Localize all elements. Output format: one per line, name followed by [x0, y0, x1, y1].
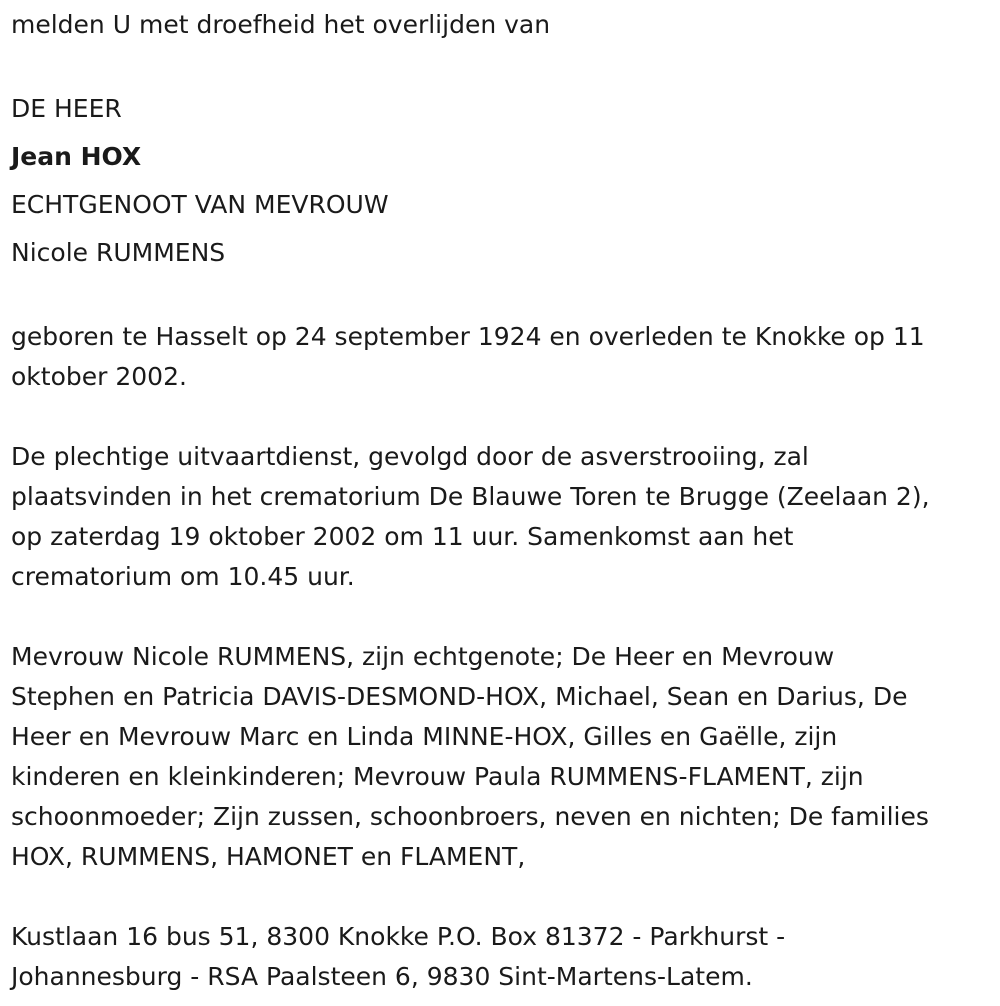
birth-death-paragraph [11, 317, 991, 397]
paragraph-line: crematorium om 10.45 uur. [11, 562, 355, 591]
spacer [11, 597, 991, 637]
family-paragraph [11, 637, 991, 877]
paragraph-line: Johannesburg - RSA Paalsteen 6, 9830 Sint-Martens-Latem. [11, 962, 753, 991]
paragraph-line: oktober 2002. [11, 362, 187, 391]
paragraph-line: Heer en Mevrouw Marc en Linda MINNE-HOX, Gilles en Gaëlle, zijn [11, 722, 838, 751]
paragraph-line: geboren te Hasselt op 24 september 1924 en overleden te Knokke op 11 [11, 322, 925, 351]
deceased-block [11, 85, 991, 277]
paragraph-line: Kustlaan 16 bus 51, 8300 Knokke P.O. Box 81372 - Parkhurst - [11, 922, 786, 951]
service-paragraph [11, 437, 991, 597]
paragraph-line: Mevrouw Nicole RUMMENS, zijn echtgenote; De Heer en Mevrouw [11, 642, 835, 671]
paragraph-line: kinderen en kleinkinderen; Mevrouw Paula RUMMENS-FLAMENT, zijn [11, 762, 864, 791]
deceased-title: DE HEER [11, 94, 122, 123]
intro-text: melden U met droefheid het overlijden van [11, 10, 551, 39]
obituary-text [11, 5, 991, 997]
spouse-name: Nicole RUMMENS [11, 238, 226, 267]
address-paragraph [11, 917, 991, 997]
spacer [11, 277, 991, 317]
paragraph-line: Stephen en Patricia DAVIS-DESMOND-HOX, Michael, Sean en Darius, De [11, 682, 908, 711]
spouse-relation: ECHTGENOOT VAN MEVROUW [11, 190, 389, 219]
spacer [11, 397, 991, 437]
paragraph-line: plaatsvinden in het crematorium De Blauwe Toren te Brugge (Zeelaan 2), [11, 482, 930, 511]
paragraph-line: op zaterdag 19 oktober 2002 om 11 uur. Samenkomst aan het [11, 522, 794, 551]
deceased-name: Jean HOX [11, 142, 142, 171]
paragraph-line: schoonmoeder; Zijn zussen, schoonbroers, neven en nichten; De families [11, 802, 929, 831]
paragraph-line: De plechtige uitvaartdienst, gevolgd door de asverstrooiing, zal [11, 442, 809, 471]
paragraph-line: HOX, RUMMENS, HAMONET en FLAMENT, [11, 842, 526, 871]
spacer [11, 45, 991, 85]
spacer [11, 877, 991, 917]
